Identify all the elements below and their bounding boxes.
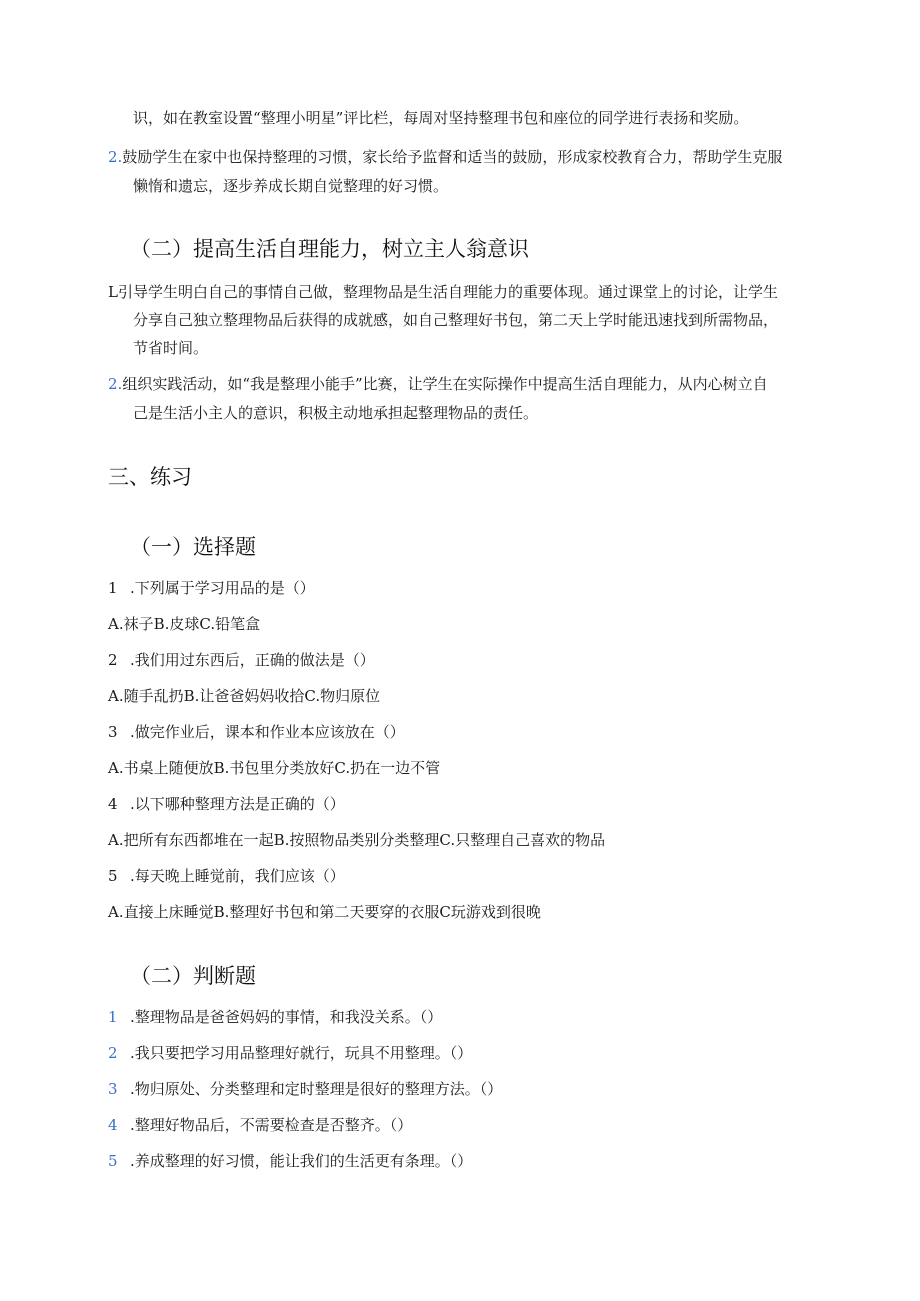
question-text: .下列属于学习用品的是（） bbox=[130, 579, 315, 597]
question-text: .物归原处、分类整理和定时整理是很好的整理方法。（） bbox=[130, 1080, 503, 1098]
list-item bbox=[108, 147, 782, 167]
question-options: A.袜子B.皮球C.铅笔盒 bbox=[108, 615, 261, 633]
subsection-heading: （二）判断题 bbox=[130, 964, 256, 988]
question-options: A.随手乱扔B.让爸爸妈妈收拾C.物归原位 bbox=[108, 687, 381, 705]
list-item bbox=[108, 374, 768, 394]
question-options: A.把所有东西都堆在一起B.按照物品类别分类整理C.只整理自己喜欢的物品 bbox=[108, 831, 606, 849]
list-number: 2. bbox=[108, 148, 123, 166]
question-number: 1 bbox=[108, 579, 118, 597]
question-text: .养成整理的好习惯，能让我们的生活更有条理。（） bbox=[130, 1152, 473, 1170]
question-item bbox=[108, 1151, 472, 1171]
question-text: .以下哪种整理方法是正确的（） bbox=[130, 795, 345, 813]
list-text-cont: 节省时间。 bbox=[133, 339, 209, 357]
list-text-cont: 懒惰和遗忘，逐步养成长期自觉整理的好习惯。 bbox=[133, 177, 449, 195]
list-text: 组织实践活动，如“我是整理小能手”比赛，让学生在实际操作中提高生活自理能力，从内心树立自 bbox=[122, 375, 768, 393]
question-text: .整理物品是爸爸妈妈的事情，和我没关系。（） bbox=[130, 1008, 443, 1026]
question-options: A.书桌上随便放B.书包里分类放好C.扔在一边不管 bbox=[108, 759, 441, 777]
question-item bbox=[108, 578, 315, 598]
question-item bbox=[108, 722, 405, 742]
question-options: A.直接上床睡觉B.整理好书包和第二天要穿的衣服C玩游戏到很晚 bbox=[108, 903, 541, 921]
question-item bbox=[108, 1115, 412, 1135]
question-text: .我们用过东西后，正确的做法是（） bbox=[130, 651, 375, 669]
question-number: 4 bbox=[108, 1116, 118, 1134]
question-number: 3 bbox=[108, 1080, 118, 1098]
question-number: 2 bbox=[108, 1044, 118, 1062]
question-item bbox=[108, 866, 345, 886]
question-item bbox=[108, 650, 375, 670]
section-heading: （二）提高生活自理能力，树立主人翁意识 bbox=[130, 237, 529, 261]
question-number: 5 bbox=[108, 1152, 118, 1170]
question-text: .整理好物品后，不需要检查是否整齐。（） bbox=[130, 1116, 413, 1134]
question-number: 3 bbox=[108, 723, 118, 741]
chapter-heading: 三、练习 bbox=[108, 465, 192, 489]
question-number: 5 bbox=[108, 867, 118, 885]
question-text: .每天晚上睡觉前，我们应该（） bbox=[130, 867, 345, 885]
list-number: 2. bbox=[108, 375, 123, 393]
list-text: 鼓励学生在家中也保持整理的习惯，家长给予监督和适当的鼓励，形成家校教育合力，帮助学生克服 bbox=[122, 148, 783, 166]
list-text: 引导学生明白自己的事情自己做，整理物品是生活自理能力的重要体现。通过课堂上的讨论，让学生 bbox=[117, 283, 778, 301]
subsection-heading: （一）选择题 bbox=[130, 535, 256, 559]
question-item bbox=[108, 1007, 442, 1027]
question-number: 2 bbox=[108, 651, 118, 669]
list-number: L bbox=[108, 283, 118, 301]
question-item bbox=[108, 1079, 502, 1099]
list-item bbox=[108, 282, 778, 302]
question-item bbox=[108, 794, 345, 814]
question-number: 1 bbox=[108, 1008, 118, 1026]
question-text: .做完作业后，课本和作业本应该放在（） bbox=[130, 723, 405, 741]
question-text: .我只要把学习用品整理好就行，玩具不用整理。（） bbox=[130, 1044, 473, 1062]
list-text-cont: 分享自己独立整理物品后获得的成就感，如自己整理好书包，第二天上学时能迅速找到所需物品， bbox=[133, 311, 779, 329]
paragraph-continuation: 识，如在教室设置“整理小明星”评比栏，每周对坚持整理书包和座位的同学进行表扬和奖励。 bbox=[133, 109, 749, 127]
question-item bbox=[108, 1043, 472, 1063]
list-text-cont: 己是生活小主人的意识，积极主动地承担起整理物品的责任。 bbox=[133, 404, 539, 422]
question-number: 4 bbox=[108, 795, 118, 813]
